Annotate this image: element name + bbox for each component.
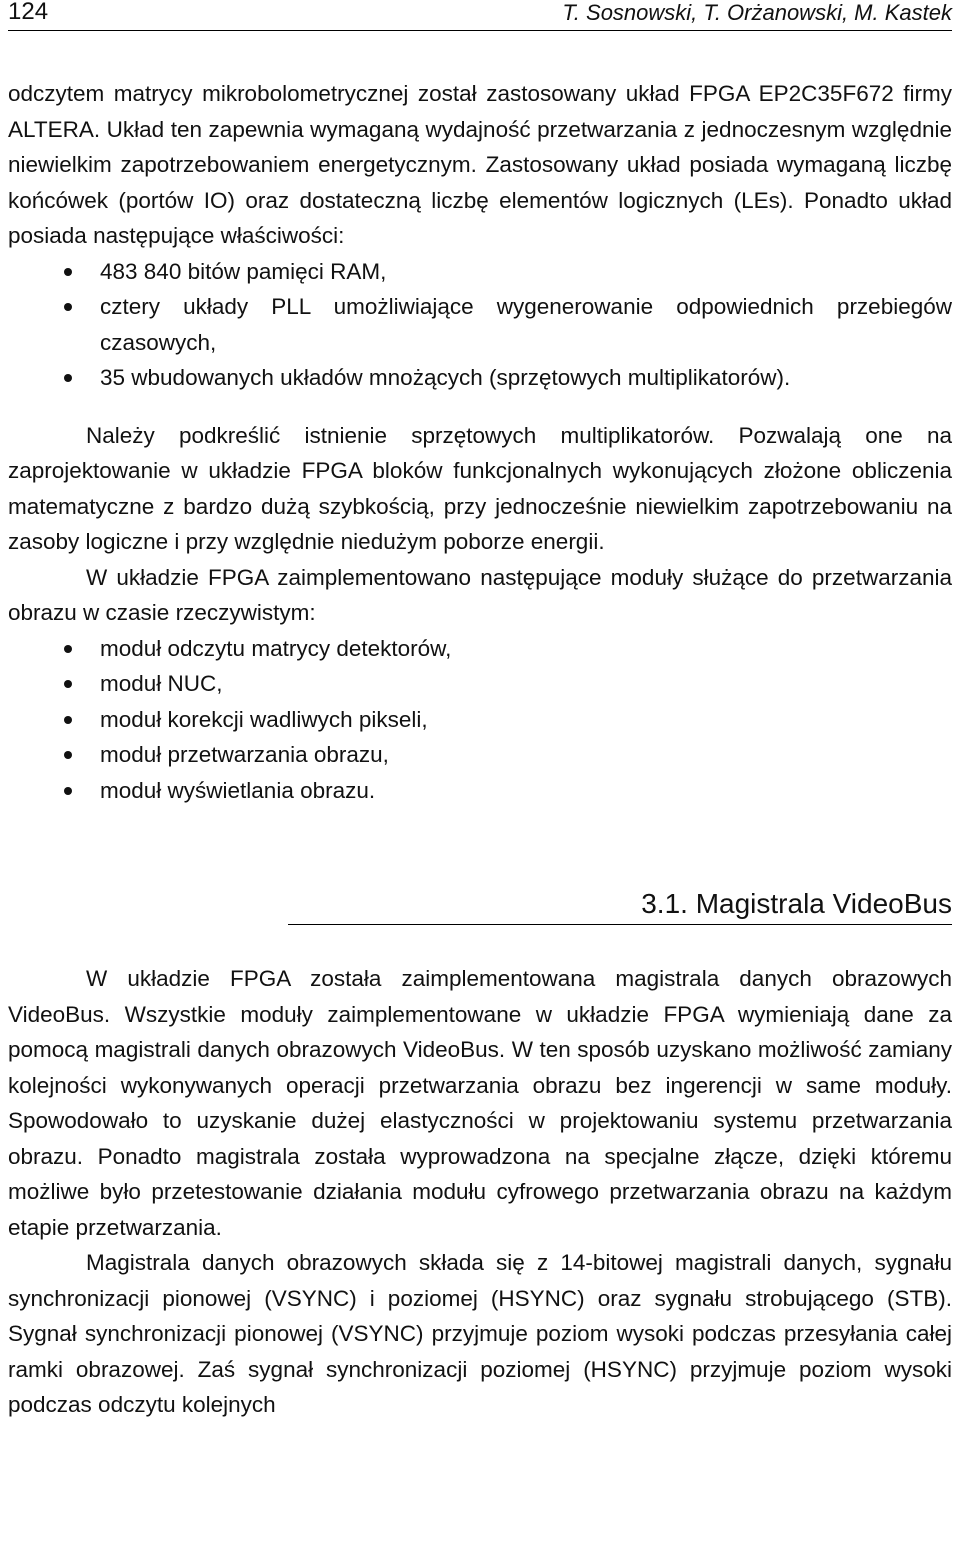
fpga-features-list	[8, 254, 952, 396]
list-item: 35 wbudowanych układów mnożących (sprzętowych multiplikatorów).	[8, 360, 952, 396]
paragraph-fpga-intro: odczytem matrycy mikrobolometrycznej został zastosowany układ FPGA EP2C35F672 firmy ALTERA. Układ ten zapewnia wymaganą wydajność przetwarzania z jednoczesnym względnie niewielkim zapotrzebowaniem energetycznym. Zastosowany układ posiada wymaganą liczbę końcówek (portów IO) oraz dostateczną liczbę elementów logicznych (LEs). Ponadto układ posiada następujące właściwości:	[8, 81, 952, 248]
list-item: moduł przetwarzania obrazu,	[8, 737, 952, 773]
list-item: 483 840 bitów pamięci RAM,	[8, 254, 952, 290]
list-item: cztery układy PLL umożliwiające wygenerowanie odpowiednich przebiegów czasowych,	[8, 289, 952, 360]
page-body	[8, 76, 952, 1423]
paragraph-modules-intro: W układzie FPGA zaimplementowano następujące moduły służące do przetwarzania obrazu w czasie rzeczywistym:	[8, 564, 952, 625]
section-title: 3.1. Magistrala VideoBus	[288, 886, 952, 925]
list-item: moduł NUC,	[8, 666, 952, 702]
modules-list	[8, 631, 952, 809]
page-header	[8, 0, 952, 31]
page-number: 124	[8, 0, 49, 25]
running-head: T. Sosnowski, T. Orżanowski, M. Kastek	[562, 0, 952, 25]
paragraph-bus-signals: Magistrala danych obrazowych składa się z 14-bitowej magistrali danych, sygnału synchronizacji pionowej (VSYNC) i poziomej (HSYNC) oraz sygnału strobującego (STB). Sygnał synchronizacji pionowej (VSYNC) przyjmuje poziom wysoki podczas przesyłania całej ramki obrazowej. Zaś sygnał synchronizacji poziomej (HSYNC) przyjmuje poziom wysoki podczas odczytu kolejnych	[8, 1250, 952, 1417]
paragraph-videobus: W układzie FPGA została zaimplementowana magistrala danych obrazowych VideoBus. Wszystkie moduły zaimplementowane w układzie FPGA wymieniają dane za pomocą magistrali danych obrazowych VideoBus. W ten sposób uzyskano możliwość zamiany kolejności wykonywanych operacji przetwarzania obrazu bez ingerencji w same moduły. Spowodowało to uzyskanie dużej elastyczności w projektowaniu systemu przetwarzania obrazu. Ponadto magistrala została wyprowadzona na specjalne złącze, dzięki któremu możliwe było przetestowanie działania modułu cyfrowego przetwarzania obrazu na każdym etapie przetwarzania.	[8, 966, 952, 1240]
paragraph-multipliers: Należy podkreślić istnienie sprzętowych multiplikatorów. Pozwalają one na zaprojektowanie w układzie FPGA bloków funkcjonalnych wykonujących złożone obliczenia matematyczne z bardzo dużą szybkością, przy jednocześnie niewielkim zapotrzebowaniu na zasoby logiczne i przy względnie niedużym poborze energii.	[8, 422, 952, 554]
list-item: moduł wyświetlania obrazu.	[8, 773, 952, 809]
list-item: moduł odczytu matrycy detektorów,	[8, 631, 952, 667]
list-item: moduł korekcji wadliwych pikseli,	[8, 702, 952, 738]
